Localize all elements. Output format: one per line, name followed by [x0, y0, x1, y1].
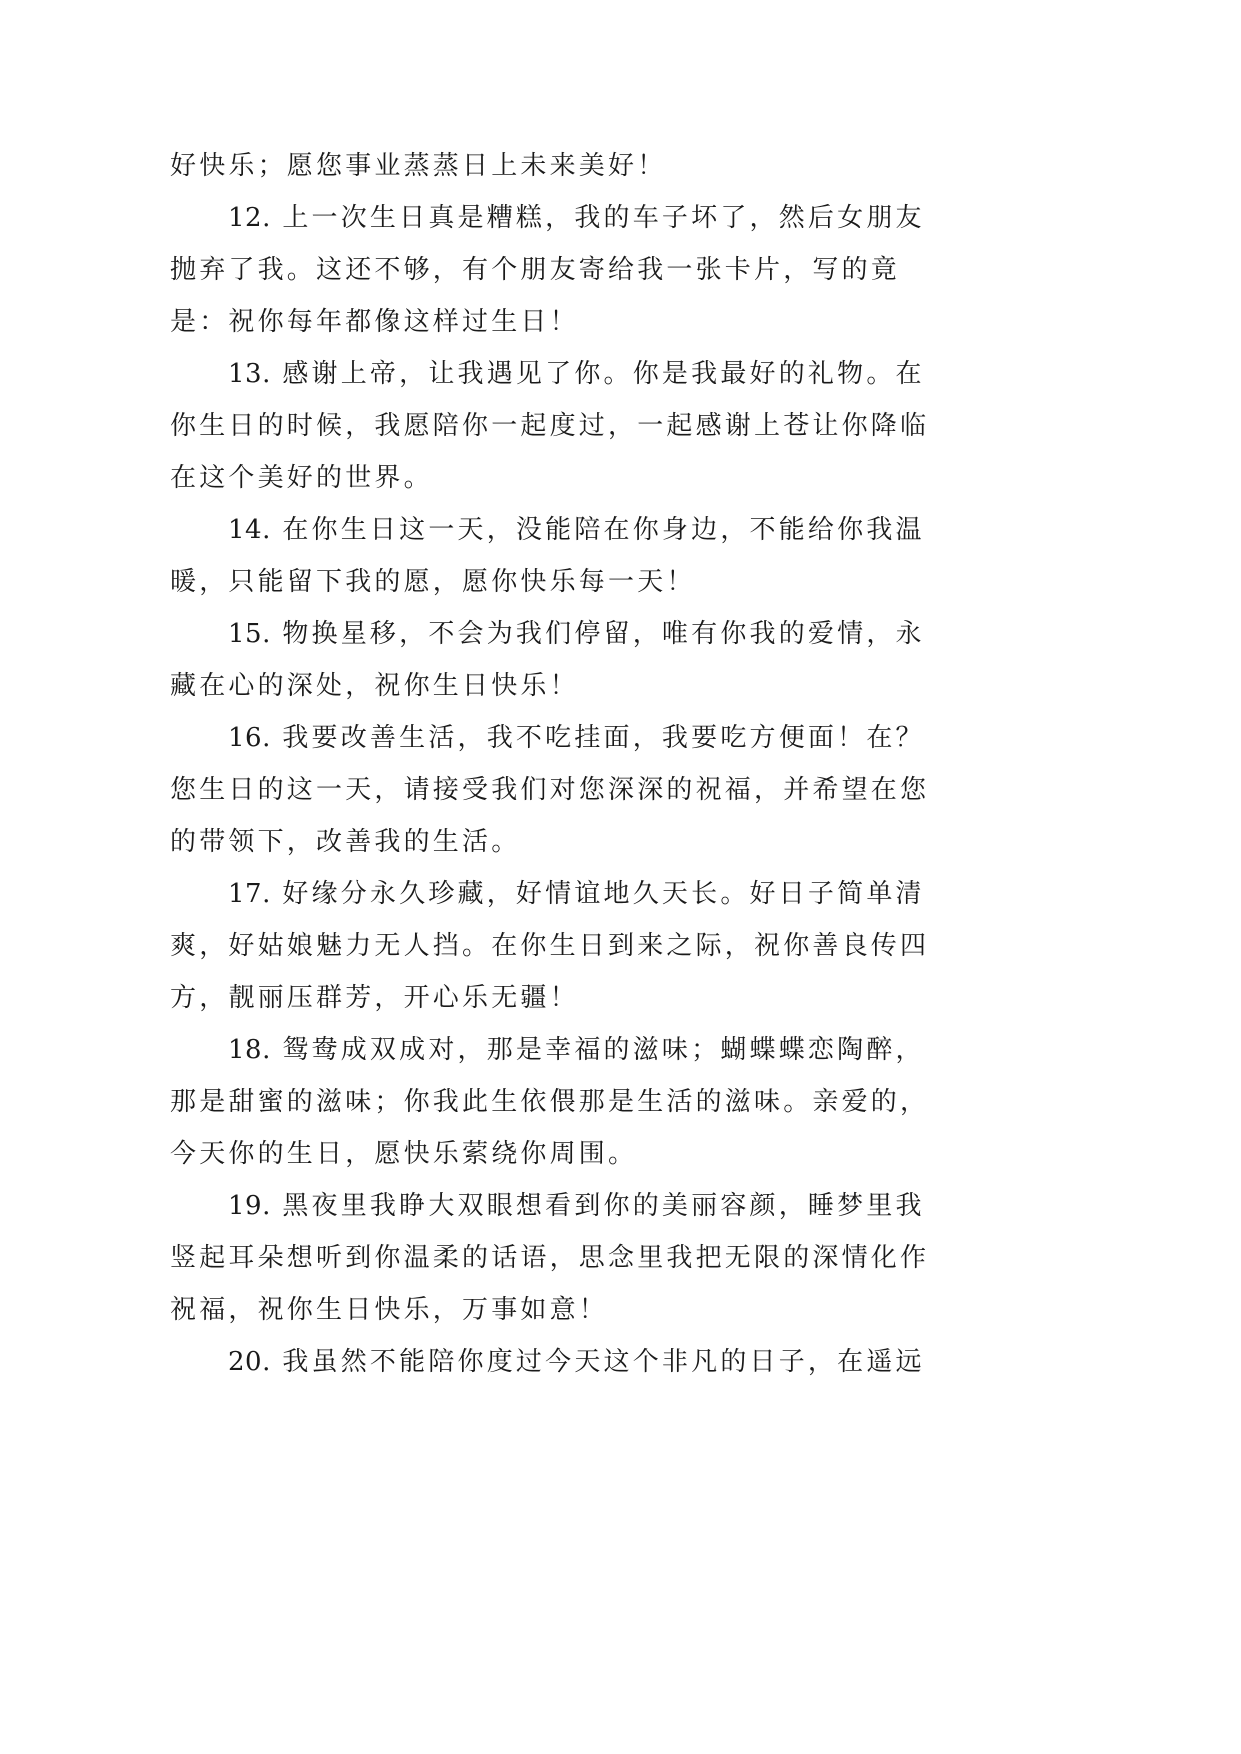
paragraph-12	[170, 192, 950, 348]
paragraph-text: 黑夜里我睁大双眼想看到你的美丽容颜，睡梦里我竖起耳朵想听到你温柔的话语，思念里我把无限的深情化作祝福，祝你生日快乐，万事如意！	[170, 1191, 930, 1325]
paragraph-17	[170, 868, 950, 1024]
paragraph-text: 感谢上帝，让我遇见了你。你是我最好的礼物。在你生日的时候，我愿陪你一起度过，一起感谢上苍让你降临在这个美好的世界。	[170, 359, 930, 493]
paragraph-13	[170, 348, 950, 504]
paragraph-number: 14.	[228, 515, 271, 545]
paragraph-20	[170, 1336, 950, 1388]
paragraph-number: 17.	[228, 879, 271, 909]
paragraph-text: 物换星移，不会为我们停留，唯有你我的爱情，永藏在心的深处，祝你生日快乐！	[170, 619, 925, 701]
paragraph-continuation	[170, 140, 950, 192]
paragraph-15	[170, 608, 950, 712]
paragraph-text: 我要改善生活，我不吃挂面，我要吃方便面！在？您生日的这一天，请接受我们对您深深的祝福，并希望在您的带领下，改善我的生活。	[170, 723, 930, 857]
paragraph-19	[170, 1180, 950, 1336]
paragraph-number: 16.	[228, 723, 271, 753]
paragraph-16	[170, 712, 950, 868]
paragraph-text: 我虽然不能陪你度过今天这个非凡的日子，在遥远	[282, 1347, 925, 1377]
paragraph-number: 19.	[228, 1191, 271, 1221]
paragraph-number: 12.	[228, 203, 271, 233]
paragraph-number: 18.	[228, 1035, 271, 1065]
paragraph-14	[170, 504, 950, 608]
paragraph-text: 好快乐；愿您事业蒸蒸日上未来美好！	[170, 151, 667, 181]
paragraph-text: 鸳鸯成双成对，那是幸福的滋味；蝴蝶蝶恋陶醉，那是甜蜜的滋味；你我此生依偎那是生活的滋味。亲爱的，今天你的生日，愿快乐萦绕你周围。	[170, 1035, 930, 1169]
document-body	[170, 140, 950, 1388]
paragraph-number: 13.	[228, 359, 271, 389]
paragraph-number: 15.	[228, 619, 271, 649]
paragraph-text: 在你生日这一天，没能陪在你身边，不能给你我温暖，只能留下我的愿，愿你快乐每一天！	[170, 515, 925, 597]
paragraph-18	[170, 1024, 950, 1180]
paragraph-text: 好缘分永久珍藏，好情谊地久天长。好日子简单清爽，好姑娘魅力无人挡。在你生日到来之际，祝你善良传四方，靓丽压群芳，开心乐无疆！	[170, 879, 930, 1013]
paragraph-text: 上一次生日真是糟糕，我的车子坏了，然后女朋友抛弃了我。这还不够，有个朋友寄给我一张卡片，写的竟是：祝你每年都像这样过生日！	[170, 203, 925, 337]
paragraph-number: 20.	[228, 1347, 271, 1377]
